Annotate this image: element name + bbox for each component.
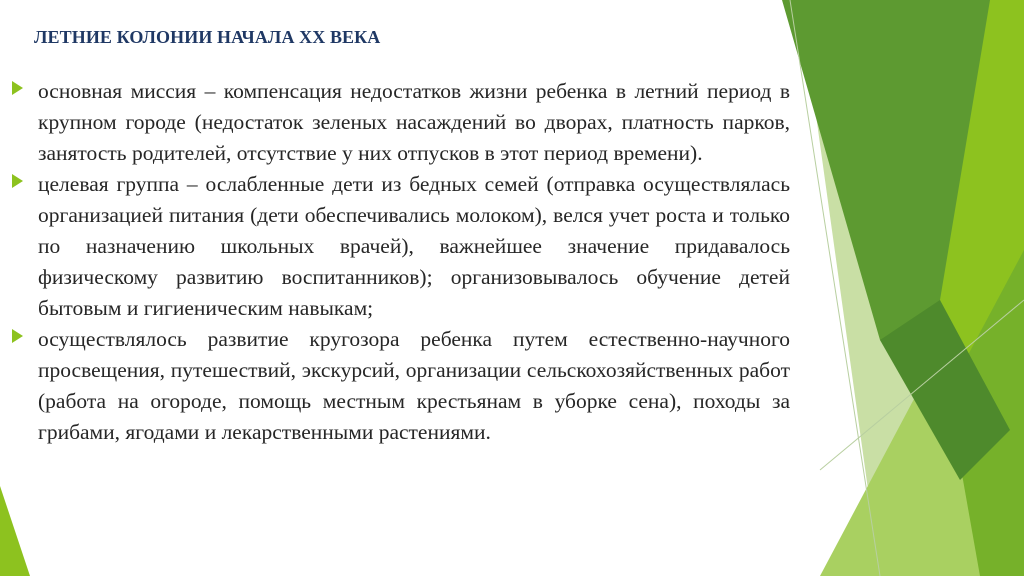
bullet-list: [12, 76, 790, 448]
bullet-arrow-icon: [12, 174, 23, 188]
slide-title: ЛЕТНИЕ КОЛОНИИ НАЧАЛА XX ВЕКА: [34, 27, 381, 47]
bullet-text: основная миссия – компенсация недостатков жизни ребенка в летний период в крупном городе (недостаток зеленых насаждений во дворах, платность парков, занятость родителей, отсутствие у них отпусков в этот период времени).: [38, 79, 790, 165]
bullet-item-mission: [12, 76, 790, 169]
bullet-text: целевая группа – ослабленные дети из бедных семей (отправка осуществлялась организацией питания (дети обеспечивались молоком), велся учет роста и только по назначению школьных врачей), важнейшее значение придавалось физическому развитию воспитанников); организовывалось обучение детей бытовым и гигиеническим навыкам;: [38, 172, 790, 320]
bullet-arrow-icon: [12, 329, 23, 343]
bullet-item-target-group: [12, 169, 790, 324]
bullet-item-development: [12, 324, 790, 448]
left-corner-triangle: [0, 486, 30, 576]
bullet-arrow-icon: [12, 81, 23, 95]
bullet-text: осуществлялось развитие кругозора ребенка путем естественно-научного просвещения, путешествий, экскурсий, организации сельскохозяйственных работ (работа на огороде, помощь местным крестьянам в уборке сена), походы за грибами, ягодами и лекарственными растениями.: [38, 327, 790, 444]
